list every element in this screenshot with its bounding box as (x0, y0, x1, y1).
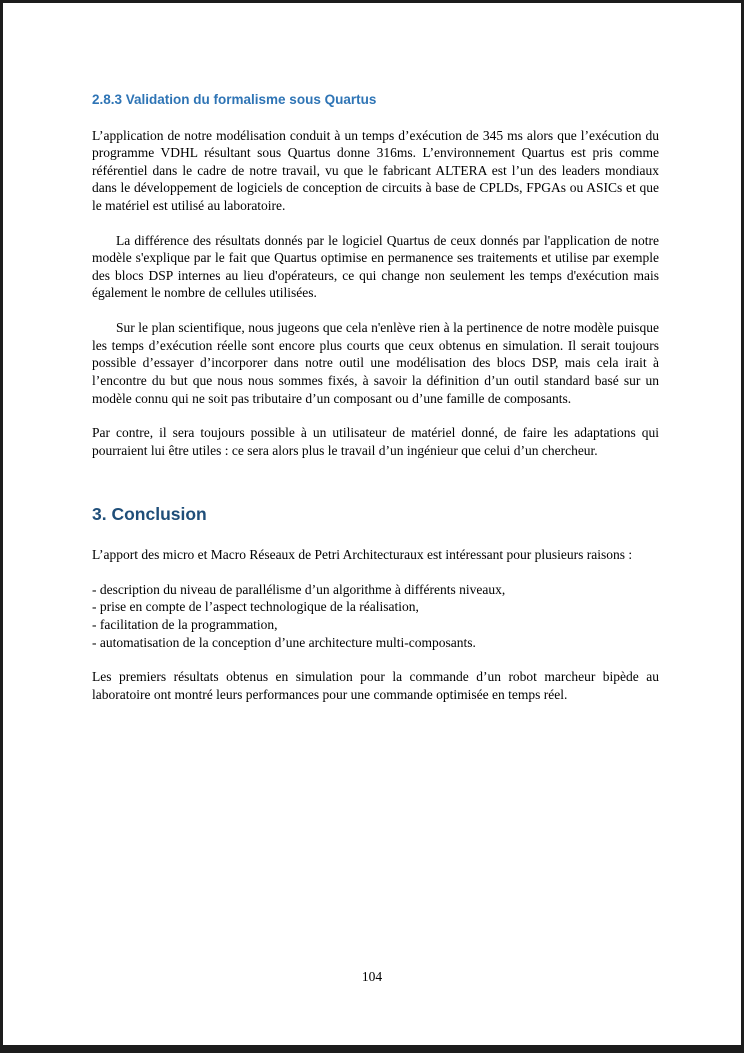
body-paragraph: Sur le plan scientifique, nous jugeons que cela n'enlève rien à la pertinence de notre modèle puisque les temps d’exécution réelle sont encore plus courts que ceux obtenus en simulation. Il serait toujours possible d’essayer d’incorporer dans notre outil une modélisation des blocs DSP, mais cela irait à l’encontre du but que nous nous sommes fixés, à savoir la définition d’un outil standard basé sur un modèle connu qui ne soit pas tributaire d’un composant ou d’une famille de composants. (92, 320, 659, 406)
body-paragraph: L’application de notre modélisation conduit à un temps d’exécution de 345 ms alors que l’exécution du programme VDHL résultant sous Quartus donne 316ms. L’environnement Quartus est pris comme référentiel dans le cadre de notre travail, vu que le fabricant ALTERA est l’un des leaders mondiaux dans le développement de logiciels de conception de circuits à base de CPLDs, FPGAs ou ASICs et que le matériel est utilisé au laboratoire. (92, 127, 659, 214)
page-content (92, 91, 659, 720)
conclusion-list (92, 581, 659, 651)
list-item: - prise en compte de l’aspect technologique de la réalisation, (92, 599, 419, 615)
body-paragraph: La différence des résultats donnés par le logiciel Quartus de ceux donnés par l'application de notre modèle s'explique par le fait que Quartus optimise en permanence ses traitements et utilise par exemple des blocs DSP internes au lieu d'opérateurs, ce qui change non seulement les temps d'exécution mais également le nombre de cellules utilisées. (92, 232, 659, 301)
page-number: 104 (361, 969, 383, 984)
body-paragraph: Par contre, il sera toujours possible à un utilisateur de matériel donné, de faire les adaptations qui pourraient lui être utiles : ce sera alors plus le travail d’un ingénieur que celui d’un chercheur. (92, 425, 659, 458)
conclusion-closing-paragraph: Les premiers résultats obtenus en simulation pour la commande d’un robot marcheur bipède au laboratoire ont montré leurs performances pour une commande optimisée en temps réel. (92, 669, 659, 702)
conclusion-heading: 3. Conclusion (92, 504, 207, 525)
list-item: - description du niveau de parallélisme d’un algorithme à différents niveaux, (92, 581, 506, 597)
list-item: - facilitation de la programmation, (92, 617, 278, 633)
subsection-heading: 2.8.3 Validation du formalisme sous Quartus (92, 92, 377, 107)
conclusion-intro-paragraph: L’apport des micro et Macro Réseaux de Petri Architecturaux est intéressant pour plusieurs raisons : (92, 547, 633, 563)
list-item: - automatisation de la conception d’une architecture multi-composants. (92, 634, 476, 650)
